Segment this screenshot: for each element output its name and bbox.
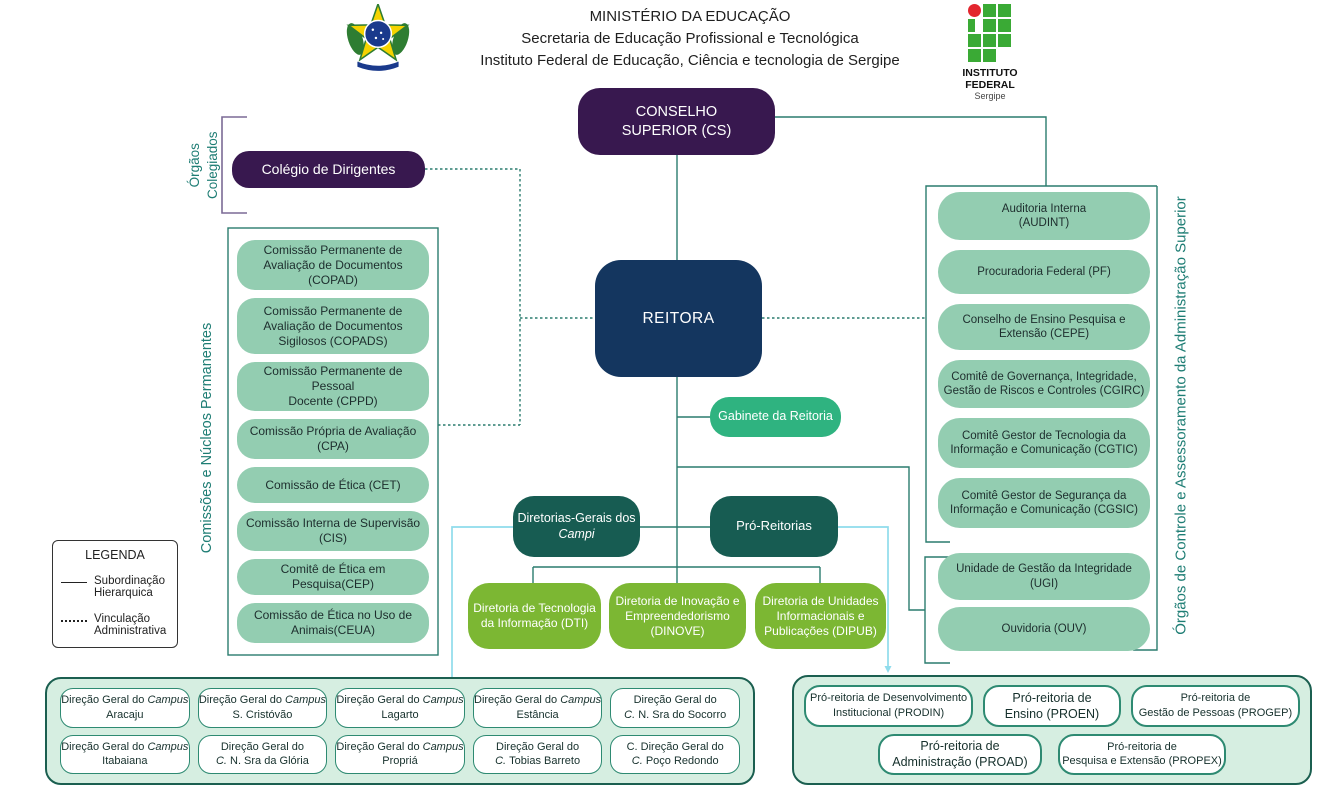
box-audint: Auditoria Interna (AUDINT) — [938, 192, 1150, 240]
box-dinove: Diretoria de Inovação e Empreendedorismo (DINOVE) — [609, 583, 746, 649]
box-reitora: REITORA — [595, 260, 762, 377]
if-logo-text-1: INSTITUTO — [962, 67, 1018, 79]
box-cep: Comitê de Ética em Pesquisa(CEP) — [237, 559, 429, 595]
box-ugi: Unidade de Gestão da Integridade (UGI) — [938, 553, 1150, 600]
left-commissions-group — [228, 228, 438, 655]
if-logo-text-2: FEDERAL — [965, 79, 1015, 92]
label-orgaos-controle: Órgãos de Controle e Assessoramento da Administração Superior — [1172, 196, 1190, 635]
box-proen: Pró-reitoria de Ensino (PROEN) — [983, 685, 1121, 727]
legend-solid-line-sample — [61, 582, 87, 583]
campi-row-2 — [60, 735, 740, 775]
box-cppd: Comissão Permanente de Pessoal Docente (CPPD) — [237, 362, 429, 411]
box-campus-s-cristovao: Direção Geral do Campus S. Cristóvão — [198, 688, 328, 728]
box-cpa: Comissão Própria de Avaliação (CPA) — [237, 419, 429, 459]
header-line-2: Secretaria de Educação Profissional e Tecnológica — [521, 30, 859, 47]
right-control-group-bottom — [938, 553, 1150, 651]
box-campus-gloria: Direção Geral do C. N. Sra da Glória — [198, 735, 328, 775]
pro-reitorias-container — [792, 675, 1312, 785]
campi-row-1 — [60, 688, 740, 728]
campi-container — [45, 677, 755, 785]
box-campus-poco-redondo: C. Direção Geral do C. Poço Redondo — [610, 735, 740, 775]
pro-reitorias-row-2 — [804, 734, 1300, 776]
box-dti: Diretoria de Tecnologia da Informação (DTI) — [468, 583, 601, 649]
if-logo-text-3: Sergipe — [974, 91, 1006, 102]
box-propex: Pró-reitoria de Pesquisa e Extensão (PROPEX) — [1058, 734, 1226, 776]
box-campus-tobias-barreto: Direção Geral do C. Tobias Barreto — [473, 735, 603, 775]
box-campus-itabaiana: Direção Geral do Campus Itabaiana — [60, 735, 190, 775]
if-logo-icon — [968, 4, 1013, 62]
legend-solid-label: Subordinação Hierarquica — [94, 575, 165, 599]
box-ouv: Ouvidoria (OUV) — [938, 607, 1150, 651]
diretorias-gerais-line1: Diretorias-Gerais dos — [517, 510, 636, 525]
label-comissoes-nucleos: Comissões e Núcleos Permanentes — [199, 322, 215, 554]
legend-dotted-label: Vinculação Administrativa — [94, 613, 167, 637]
line-diretorias-children — [533, 567, 820, 583]
header-line-1: MINISTÉRIO DA EDUCAÇÃO — [589, 8, 791, 25]
legend-title: LEGENDA — [85, 548, 145, 562]
box-conselho-superior: CONSELHO SUPERIOR (CS) — [578, 88, 775, 155]
box-proad: Pró-reitoria de Administração (PROAD) — [878, 734, 1042, 776]
box-copads: Comissão Permanente de Avaliação de Documentos Sigilosos (COPADS) — [237, 298, 429, 354]
box-copad: Comissão Permanente de Avaliação de Documentos (COPAD) — [237, 240, 429, 290]
cyan-arrow-tip — [885, 666, 892, 673]
box-gabinete-reitoria: Gabinete da Reitoria — [710, 397, 841, 437]
label-orgaos-colegiados: Órgãos Colegiados — [186, 131, 220, 199]
box-cgtic: Comitê Gestor de Tecnologia da Informação e Comunicação (CGTIC) — [938, 418, 1150, 468]
box-dipub: Diretoria de Unidades Informacionais e Publicações (DIPUB) — [755, 583, 886, 649]
box-cgirc: Comitê de Governança, Integridade, Gestão de Riscos e Controles (CGIRC) — [938, 360, 1150, 408]
pro-reitorias-row-1 — [804, 685, 1300, 727]
box-cet: Comissão de Ética (CET) — [237, 467, 429, 503]
box-campus-socorro: Direção Geral do C. N. Sra do Socorro — [610, 688, 740, 728]
box-diretorias-gerais-campi — [513, 496, 640, 557]
if-sergipe-logo — [948, 4, 1032, 101]
legend-box — [52, 540, 178, 648]
box-progep: Pró-reitoria de Gestão de Pessoas (PROGEP) — [1131, 685, 1300, 727]
right-control-group-top — [938, 192, 1150, 528]
box-cgsic: Comitê Gestor de Segurança da Informação e Comunicação (CGSIC) — [938, 478, 1150, 528]
box-campus-lagarto: Direção Geral do Campus Lagarto — [335, 688, 465, 728]
box-campus-propria: Direção Geral do Campus Propriá — [335, 735, 465, 775]
box-pf: Procuradoria Federal (PF) — [938, 250, 1150, 294]
header-line-3: Instituto Federal de Educação, Ciência e tecnologia de Sergipe — [480, 52, 900, 69]
diretorias-gerais-line2: Campi — [558, 526, 595, 541]
line-cs-to-right-bracket — [775, 117, 1046, 186]
box-cis: Comissão Interna de Supervisão (CIS) — [237, 511, 429, 551]
legend-item-dotted — [61, 613, 177, 637]
brazil-coat-of-arms-icon — [345, 4, 411, 74]
dotted-colegio — [425, 169, 520, 425]
document-header — [430, 6, 950, 72]
box-campus-aracaju: Direção Geral do Campus Aracaju — [60, 688, 190, 728]
box-ceua: Comissão de Ética no Uso de Animais(CEUA) — [237, 603, 429, 643]
box-campus-estancia: Direção Geral do Campus Estância — [473, 688, 603, 728]
box-cepe: Conselho de Ensino Pesquisa e Extensão (CEPE) — [938, 304, 1150, 350]
legend-item-solid — [61, 575, 177, 599]
box-pro-reitorias: Pró-Reitorias — [710, 496, 838, 557]
box-prodin: Pró-reitoria de Desenvolvimento Institucional (PRODIN) — [804, 685, 973, 727]
legend-dotted-line-sample — [61, 620, 87, 622]
box-colegio-dirigentes: Colégio de Dirigentes — [232, 151, 425, 188]
